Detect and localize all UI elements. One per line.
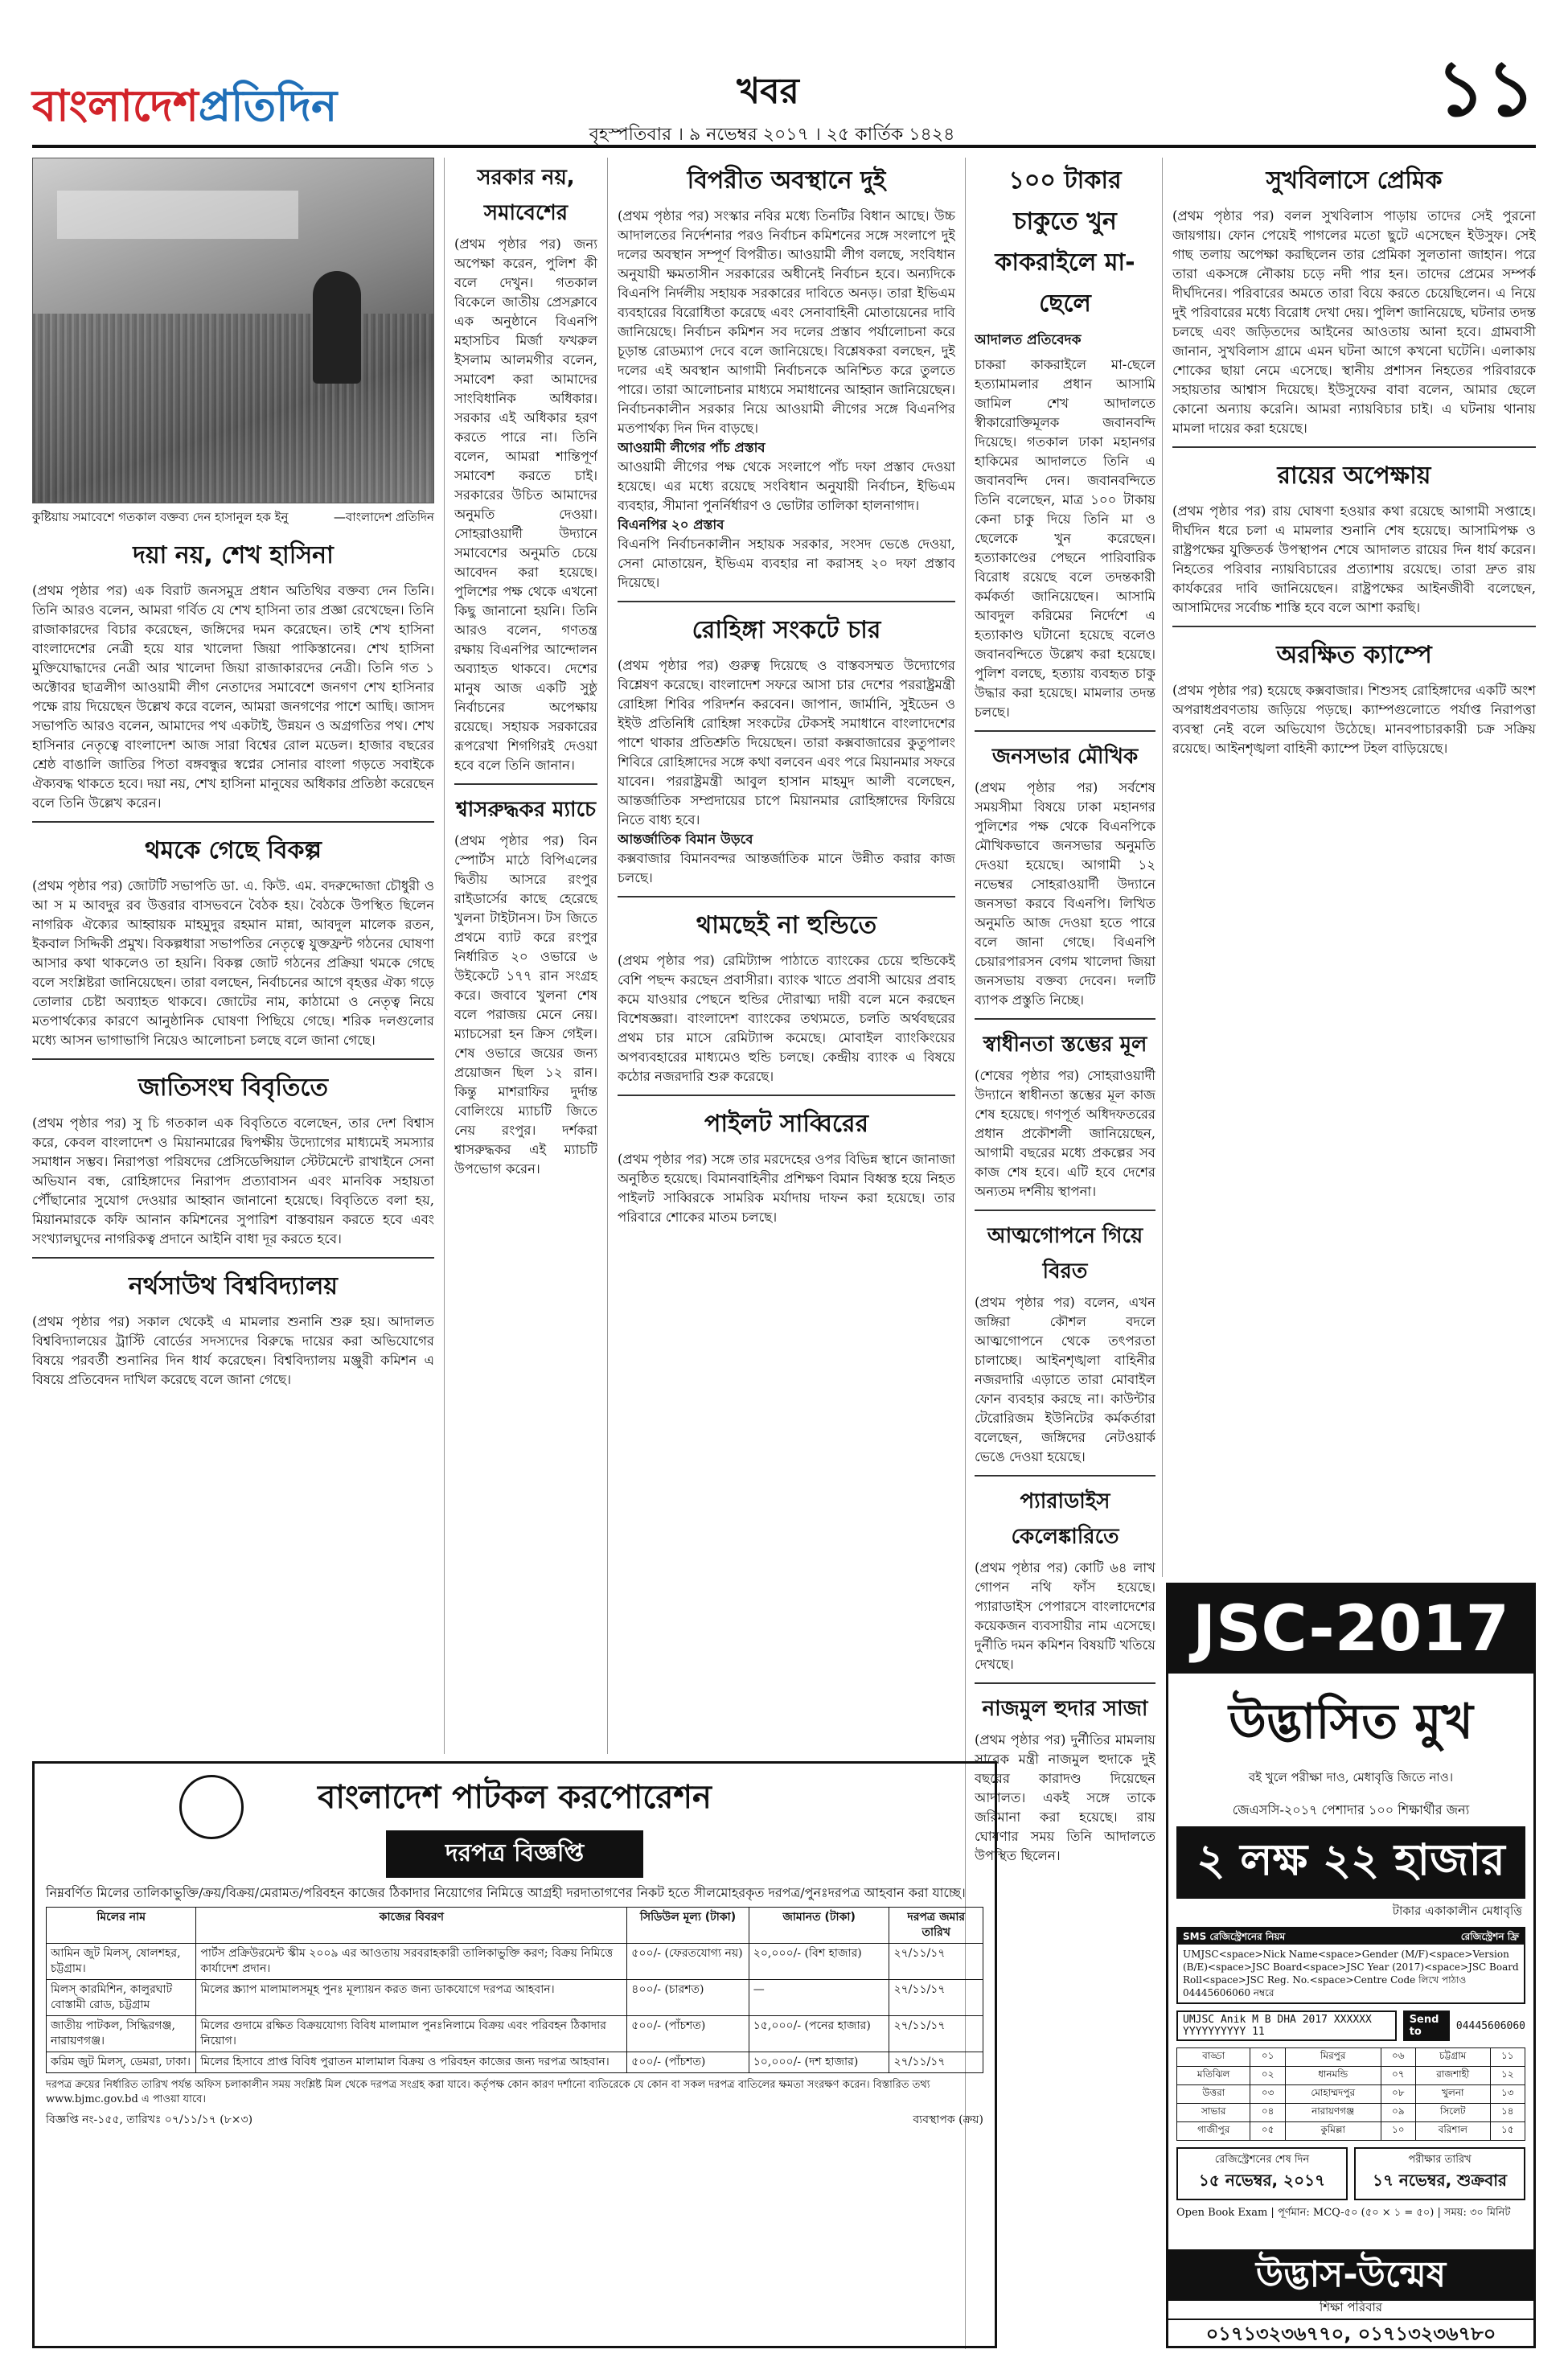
column-header: কাজের বিবরণ [196, 1908, 627, 1944]
story-jonosobha[interactable] [975, 740, 1155, 1010]
send-to-label: Send to [1403, 2011, 1450, 2041]
centre-name: গাজীপুর [1177, 2122, 1250, 2141]
headline: দয়া নয়, শেখ হাসিনা [133, 541, 334, 569]
centre-name: মোহাম্মদপুর [1285, 2085, 1381, 2104]
table-header-row [47, 1908, 983, 1944]
story-divider [618, 896, 955, 897]
date-label: পরীক্ষার তারিখ [1408, 2154, 1472, 2166]
story-body: (প্রথম পৃষ্ঠার পর) সঙ্গে তার মরদেহের ওপর বিভিন্ন স্থানে জানাজা অনুষ্ঠিত হয়েছে। বিমানবাহিনীর প্রশিক্ষণ বিমান বিধ্বস্ত হয়ে নিহত পাইলট সাব্বিরকে সামরিক মর্যাদায় দাফন করা হয়েছে। তার পরিবারে শোকের মাতম চলছে। [618, 1152, 955, 1225]
story-najmul-huda[interactable] [975, 1692, 1155, 1866]
headline: জনসভার মৌখিক [991, 745, 1139, 769]
column-1 [32, 532, 434, 1751]
story-paradise[interactable] [975, 1485, 1155, 1674]
table-cell: পার্টস প্রক্রিউরমেন্ট স্কীম ২০০৯ এর আওতায় সরবরাহকারী তালিকাভুক্তি করণ; বিক্রয় নিমিত্তে কার্যাদেশ প্রদান। [196, 1944, 627, 1980]
headline: স্বাধীনতা স্তম্ভের মূল [983, 1033, 1147, 1057]
table-row [1177, 2048, 1525, 2067]
table-cell: — [749, 1980, 889, 2016]
sms-number[interactable]: 04445606060 [1455, 2019, 1525, 2032]
column-5 [1172, 158, 1536, 1573]
headline: বিপরীত অবস্থানে দুই [687, 166, 886, 195]
table-row [47, 1944, 983, 1980]
sms-title: SMS রেজিস্ট্রেশনের নিয়ম [1183, 1931, 1286, 1942]
centre-name: কুমিল্লা [1285, 2122, 1381, 2141]
story-divider [454, 783, 597, 785]
table-cell: ২৭/১১/১৭ [889, 2016, 983, 2052]
centre-name: মতিঝিল [1177, 2067, 1250, 2085]
headline: সরকার নয়, সমাবেশের [477, 166, 575, 225]
story-subhead: আন্তর্জাতিক বিমান উড়বে [618, 832, 753, 847]
story-body: (প্রথম পৃষ্ঠার পর) সু চি গতকাল এক বিবৃতিতে বলেছেন, তার দেশ বিশ্বাস করে, কেবল বাংলাদেশ ও মিয়ানমারের দ্বিপক্ষীয় উদ্যোগের মাধ্যমেই সমস্যার সমাধান সম্ভব। নিরাপত্তা পরিষদের প্রেসিডেন্সিয়াল স্টেটমেন্টে রাখাইনে সেনা অভিযান বন্ধ, রোহিঙ্গাদের নিরাপদ প্রত্যাবাসন এবং মানবিক সহায়তা পৌঁছানোর সুযোগ দেওয়ার আহ্বান জানানো হয়েছে। বিবৃতিতে বলা হয়, মিয়ানমারকে কফি আনান কমিশনের সুপারিশ বাস্তবায়ন করতে হবে এবং সংখ্যালঘুদের নাগরিকত্ব প্রদানে আইনি বাধা দূর করতে হবে। [32, 1115, 434, 1247]
section-title: খবর [737, 71, 799, 112]
headline: নর্থসাউথ বিশ্ববিদ্যালয় [129, 1272, 338, 1300]
story-jatisongho[interactable] [32, 1068, 434, 1249]
exam-note: Open Book Exam | পূর্ণমান: MCQ-৫০ (৫০ × ১ = ৫০) | সময়: ৩০ মিনিট [1176, 2207, 1511, 2219]
headline: অরক্ষিত ক্যাম্পে [1276, 641, 1432, 669]
centre-code: ১৩ [1490, 2085, 1525, 2104]
page-number: ১১ [1435, 43, 1536, 133]
story-body: (প্রথম পৃষ্ঠার পর) রেমিট্যান্স পাঠাতে ব্যাংকের চেয়ে হুন্ডিকেই বেশি পছন্দ করছেন প্রবাসীরা। ব্যাংক খাতে প্রবাসী আয়ের প্রবাহ কমে যাওয়ার পেছনে হুন্ডির দৌরাত্ম্য দায়ী বলে মনে করছেন বিশেষজ্ঞরা। বাংলাদেশ ব্যাংকের তথ্যমতে, চলতি অর্থবছরের প্রথম চার মাসে রেমিট্যান্স কমেছে। মোবাইল ব্যাংকিংয়ের অপব্যবহারের মাধ্যমেও হুন্ডি চলছে। কেন্দ্রীয় ব্যাংক এ বিষয়ে কঠোর নজরদারি শুরু করেছে। [618, 953, 955, 1084]
column-rule [444, 158, 445, 1754]
centre-code: ০৩ [1250, 2085, 1285, 2104]
story-body: (প্রথম পৃষ্ঠার পর) সকাল থেকেই এ মামলার শুনানি শুরু হয়। আদালত বিশ্ববিদ্যালয়ের ট্রাস্টি বোর্ডের সদস্যদের বিরুদ্ধে দায়ের করা অভিযোগের বিষয়ে পরবর্তী শুনানির দিন ধার্য করেছেন। বিশ্ববিদ্যালয় মঞ্জুরী কমিশন এ বিষয়ে প্রতিবেদন দাখিল করেছে বলে জানা গেছে। [32, 1314, 434, 1387]
table-row [1177, 2085, 1525, 2104]
table-cell: মিলের হিসাবে প্রাপ্ত বিবিধ পুরাতন মালামাল বিক্রয় ও পরিবহন কাজের জন্য দরপত্র আহবান। [196, 2052, 627, 2073]
story-divider [975, 1682, 1155, 1684]
ad-brand: উদ্ভাসিত মুখ [1229, 1694, 1473, 1750]
prize-note: জেএসসি-২০১৭ পেশাদার ১০০ শিক্ষার্থীর জন্য [1232, 1802, 1470, 1817]
story-shadhinota-stambho[interactable] [975, 1028, 1155, 1201]
registration-deadline [1176, 2147, 1348, 2200]
table-row [1177, 2122, 1525, 2141]
story-oroksito-camp[interactable] [1172, 635, 1536, 758]
headline: আত্মগোপনে গিয়ে বিরত [987, 1224, 1143, 1284]
date-line: বৃহস্পতিবার । ৯ নভেম্বর ২০১৭ । ২৫ কার্তিক ১৪২৪ [589, 125, 955, 145]
photo-credit: —বাংলাদেশ প্রতিদিন [333, 510, 434, 524]
centre-name: মিরপুর [1285, 2048, 1381, 2067]
story-divider [618, 1095, 955, 1096]
ad-footer-subtitle: শিক্ষা পরিবার [1319, 2300, 1383, 2314]
table-row [1177, 2067, 1525, 2085]
bjmc-logo-icon [179, 1775, 244, 1839]
headline: প্যারাডাইস কেলেঙ্কারিতে [1011, 1489, 1119, 1549]
headline: থামছেই না হুন্ডিতে [696, 911, 877, 939]
story-rayer-opekkhay[interactable] [1172, 456, 1536, 618]
centre-code: ০৫ [1250, 2122, 1285, 2141]
table-row [47, 2052, 983, 2073]
centre-name: বাড্ডা [1177, 2048, 1250, 2067]
story-body: (প্রথম পৃষ্ঠার পর) দুর্নীতির মামলায় সাবেক মন্ত্রী নাজমুল হুদাকে দুই বছরের কারাদণ্ড দিয়েছেন আদালত। একই সঙ্গে তাকে জরিমানা করা হয়েছে। রায় ঘোষণার সময় তিনি আদালতে উপস্থিত ছিলেন। [975, 1732, 1155, 1863]
story-biporit-obosthane[interactable] [618, 161, 955, 593]
story-body: (প্রথম পৃষ্ঠার পর) সংস্কার নবির মধ্যে তিনটির বিধান আছে। উচ্চ আদালতের নির্দেশনার পরও নির্বাচন কমিশনের সঙ্গে সংলাপে দুই দলের অবস্থান সম্পূর্ণ বিপরীত। আওয়ামী লীগ বলছে, সংবিধান অনুযায়ী ক্ষমতাসীন সরকারের অধীনেই নির্বাচন হবে। অন্যদিকে বিএনপি নির্দলীয় সহায়ক সরকারের দাবিতে অনড়। তারা ইভিএম ব্যবহারের বিরোধিতা করেছে এবং সেনাবাহিনী মোতায়েনের দাবি জানিয়েছে। নির্বাচন কমিশন সব দলের প্রস্তাব পর্যালোচনা করে চূড়ান্ত রোডম্যাপ দেবে বলে জানিয়েছে। বিশ্লেষকরা বলছেন, দুই দলের এই অবস্থান আগামী নির্বাচনকে অনিশ্চিত করে তুলতে পারে। তারা আলোচনার মাধ্যমে সমাধানের আহ্বান জানিয়েছেন। নির্বাচনকালীন সরকার নিয়ে আওয়ামী লীগের সঙ্গে বিএনপির মতপার্থক্য দিন দিন বাড়ছে। [618, 208, 955, 436]
story-rohingya[interactable] [618, 610, 955, 888]
headline: রায়ের অপেক্ষায় [1277, 462, 1431, 490]
table-cell: ২৭/১১/১৭ [889, 2052, 983, 2073]
ad-title: বাংলাদেশ পাটকল করপোরেশন [318, 1779, 712, 1816]
story-shashrudhokor[interactable] [454, 793, 597, 1179]
table-cell: ৫০০/- (পাঁচশত) [627, 2052, 749, 2073]
date-value: ১৫ নভেম্বর, ২০১৭ [1198, 2171, 1326, 2190]
table-cell: ১০,০০০/- (দশ হাজার) [749, 2052, 889, 2073]
headline: জাতিসংঘ বিবৃতিতে [138, 1074, 328, 1102]
table-cell: জাতীয় পাটকল, সিদ্ধিরগঞ্জ, নারায়ণগঞ্জ। [47, 2016, 196, 2052]
centre-code-table [1176, 2047, 1525, 2141]
table-cell: ৫০০/- (ফেরতযোগ্য নয়) [627, 1944, 749, 1980]
table-cell: আমিন জুট মিলস্, ষোলশহর, চট্টগ্রাম। [47, 1944, 196, 1980]
story-body: (প্রথম পৃষ্ঠার পর) কোটি ৬৪ লাখ গোপন নথি ফাঁস হয়েছে। প্যারাডাইস পেপারসে বাংলাদেশের কয়েকজন ব্যবসায়ীর নাম এসেছে। দুর্নীতি দমন কমিশন বিষয়টি খতিয়ে দেখছে। [975, 1560, 1155, 1672]
headline: রোহিঙ্গা সংকটে চার [692, 616, 881, 644]
ad-headline: JSC-2017 [1168, 1585, 1533, 1674]
table-cell: ১৫,০০০/- (পনের হাজার) [749, 2016, 889, 2052]
centre-code: ০২ [1250, 2067, 1285, 2085]
headline: ১০০ টাকার চাকুতে খুন কাকরাইলে মা-ছেলে [995, 166, 1135, 318]
centre-code: ০১ [1250, 2048, 1285, 2067]
story-body: কক্সবাজার বিমানবন্দর আন্তর্জাতিক মানে উন্নীত করার কাজ চলছে। [618, 851, 955, 885]
centre-name: উত্তরা [1177, 2085, 1250, 2104]
ad-notes: দরপত্র ক্রয়ের নির্ধারিত তারিখ পর্যন্ত অফিস চলাকালীন সময় সংশ্লিষ্ট মিল থেকে দরপত্র সংগ্রহ করা যাবে। কর্তৃপক্ষ কোন কারণ দর্শানো ব্যতিরেকে যে কোন বা সকল দরপত্র বাতিলের ক্ষমতা সংরক্ষণ করেন। বিস্তারিত তথ্য www.bjmc.gov.bd এ পাওয়া যাবে। [46, 2079, 930, 2105]
newspaper-logo[interactable]: বাংলাদেশপ্রতিদিন [32, 80, 338, 131]
centre-code: ০৪ [1250, 2104, 1285, 2122]
story-body: (শেষের পৃষ্ঠার পর) সোহরাওয়ার্দী উদ্যানে স্বাধীনতা স্তম্ভের মূল কাজ শেষ হয়েছে। গণপূর্ত অধিদফতরের প্রধান প্রকৌশলী জানিয়েছেন, আগামী বছরের মধ্যে প্রকল্পের সব কাজ শেষ হবে। এটি হবে দেশের অন্যতম দর্শনীয় স্থাপনা। [975, 1068, 1155, 1199]
story-divider [1172, 446, 1536, 448]
photo-caption-text: কুষ্টিয়ায় সমাবেশে গতকাল বক্তব্য দেন হাসানুল হক ইনু [32, 510, 289, 524]
table-cell: মিলের স্ক্র্যাপ মালামালসমূহ পুনঃ মূল্যায়ন করত জন্য ডাকযোগে দরপত্র আহবান। [196, 1980, 627, 2016]
column-header: সিডিউল মূল্য (টাকা) [627, 1908, 749, 1944]
table-cell: ২০,০০০/- (বিশ হাজার) [749, 1944, 889, 1980]
bjmc-tender-ad[interactable] [32, 1761, 997, 2348]
photo-crowd [33, 314, 433, 503]
story-divider [975, 1018, 1155, 1020]
send-to-row [1176, 2011, 1525, 2041]
table-cell: ২৭/১১/১৭ [889, 1980, 983, 2016]
table-cell: ৫০০/- (পাঁচশত) [627, 2016, 749, 2052]
story-subhead: আওয়ামী লীগের পাঁচ প্রস্তাব [618, 440, 766, 455]
centre-code: ১২ [1490, 2067, 1525, 2085]
table-cell: মিলস্ কারমিশিন, কালুরঘাট বোস্তামী রোড, চট্টগ্রাম [47, 1980, 196, 2016]
centre-name: খুলনা [1416, 2085, 1491, 2104]
jsc-2017-ad[interactable] [1166, 1583, 1536, 2348]
table-cell: ৪০০/- (চারশত) [627, 1980, 749, 2016]
story-divider [975, 1210, 1155, 1211]
story-divider [975, 730, 1155, 732]
centre-code: ১১ [1490, 2048, 1525, 2067]
story-body: আওয়ামী লীগের পক্ষ থেকে সংলাপে পাঁচ দফা প্রস্তাব দেওয়া হয়েছে। এর মধ্যে রয়েছে সংবিধান অনুযায়ী নির্বাচন, ইভিএম ব্যবহার, সীমানা পুনর্নির্ধারণ ও ভোটার তালিকা হালনাগাদ। [618, 459, 955, 513]
column-header: জামানত (টাকা) [749, 1908, 889, 1944]
column-4 [975, 158, 1155, 2349]
column-header: মিলের নাম [47, 1908, 196, 1944]
photo-speaker [313, 271, 361, 384]
centre-code: ০৯ [1381, 2104, 1415, 2122]
story-body: (প্রথম পৃষ্ঠার পর) বিন স্পোর্টস মাঠে বিপিএলের দ্বিতীয় আসরে রংপুর রাইডার্সের কাছে হেরেছে খুলনা টাইটানস। টস জিতে প্রথমে ব্যাট করে রংপুর নির্ধারিত ২০ ওভারে ৬ উইকেটে ১৭৭ রান সংগ্রহ করে। জবাবে খুলনা শেষ বলে পরাজয় মেনে নেয়। ম্যাচসেরা হন ক্রিস গেইল। শেষ ওভারে জয়ের জন্য প্রয়োজন ছিল ১২ রান। কিন্তু মাশরাফির দুর্দান্ত বোলিংয়ে ম্যাচটি জিতে নেয় রংপুর। দর্শকরা শ্বাসরুদ্ধকর এই ম্যাচটি উপভোগ করেন। [454, 833, 597, 1177]
story-thomke-geche[interactable] [32, 831, 434, 1050]
story-body: (প্রথম পৃষ্ঠার পর) হয়েছে কক্সবাজার। শিশুসহ রোহিঙ্গাদের একটি অংশ অপরাধপ্রবণতায় জড়িয়ে পড়ছে। ক্যাম্পগুলোতে পর্যাপ্ত নিরাপত্তা ব্যবস্থা নেই বলে অভিযোগ উঠেছে। মানবপাচারকারী চক্র সক্রিয় রয়েছে। আইনশৃঙ্খলা বাহিনী ক্যাম্পে টহল বাড়িয়েছে। [1172, 683, 1536, 756]
masthead-rule [32, 145, 1536, 148]
story-attogopon[interactable] [975, 1219, 1155, 1467]
headline: থমকে গেছে বিকল্প [145, 836, 322, 865]
story-hundi[interactable] [618, 906, 955, 1086]
news-photo[interactable] [32, 158, 434, 503]
centre-name: চট্টগ্রাম [1416, 2048, 1491, 2067]
exam-date [1354, 2147, 1525, 2200]
story-body: (প্রথম পৃষ্ঠার পর) গুরুত্ব দিয়েছে ও বাস্তবসম্মত উদ্যোগের বিশ্লেষণ করেছে। বাংলাদেশ সফরে আসা চার দেশের পররাষ্ট্রমন্ত্রী রোহিঙ্গা শিবির পরিদর্শন করবেন। জাপান, জার্মানি, সুইডেন ও ইইউ প্রতিনিধি রোহিঙ্গা সংকটের টেকসই সমাধানে বাংলাদেশের পাশে থাকার প্রতিশ্রুতি দিয়েছেন। তারা কক্সবাজারের কুতুপালং শিবিরে রোহিঙ্গাদের সঙ্গে কথা বলবেন এবং পরে মিয়ানমার সফরে যাবেন। পররাষ্ট্রমন্ত্রী আবুল হাসান মাহমুদ আলী বলেছেন, আন্তর্জাতিক সম্প্রদায়ের চাপে মিয়ানমার রোহিঙ্গাদের ফিরিয়ে নিতে বাধ্য হবে। [618, 658, 955, 828]
ad-phone-numbers[interactable]: ০১৭১৩২৩৬৭৭০, ০১৭১৩২৩৬৭৮০ [1168, 2319, 1533, 2346]
date-value: ১৭ নভেম্বর, শুক্রবার [1372, 2171, 1508, 2190]
story-kakrail-murder[interactable] [975, 161, 1155, 722]
masthead [32, 43, 1536, 145]
centre-code: ০৬ [1381, 2048, 1415, 2067]
story-body: (প্রথম পৃষ্ঠার পর) বলেন, এখন জঙ্গিরা কৌশল বদলে আত্মগোপনে থেকে তৎপরতা চালাচ্ছে। আইনশৃঙ্খলা বাহিনীর নজরদারি এড়াতে তারা মোবাইল ফোন ব্যবহার করছে না। কাউন্টার টেরোরিজম ইউনিটের কর্মকর্তারা বলেছেন, জঙ্গিদের নেটওয়ার্ক ভেঙে দেওয়া হয়েছে। [975, 1295, 1155, 1464]
story-sorkar-noy[interactable] [454, 161, 597, 775]
photo-caption [32, 508, 434, 528]
key-dates [1176, 2147, 1525, 2200]
centre-name: সিলেট [1416, 2104, 1491, 2122]
story-sukhbilas[interactable] [1172, 161, 1536, 438]
column-header: দরপত্র জমার তারিখ [889, 1908, 983, 1944]
date-label: রেজিস্ট্রেশনের শেষ দিন [1214, 2154, 1310, 2166]
byline: আদালত প্রতিবেদক [975, 332, 1082, 348]
story-divider [32, 1257, 434, 1259]
headline: পাইলট সাব্বিরের [704, 1110, 868, 1138]
story-body: (প্রথম পৃষ্ঠার পর) এক বিরাট জনসমুদ্র প্রধান অতিথির বক্তব্য দেন তিনি। তিনি আরও বলেন, আমরা গর্বিত যে শেখ হাসিনা তার প্রজ্ঞা রেখেছেন। তিনি রাজাকারদের বিচার করেছেন, জঙ্গিদের দমন করেছেন। তাই শেখ হাসিনা বাংলাদেশের নেত্রী হয়ে যার খালেদা জিয়া পাকিস্তানের। শেখ হাসিনা মুক্তিযোদ্ধাদের নেত্রী আর খালেদা জিয়া রাজাকারদের নেত্রী। তিনি গত ১ অক্টোবর ছাত্রলীগ আওয়ামী লীগ নেতাদের সমাবেশে জনগণ শেখ হাসিনার পক্ষে রায় দিয়েছেন উল্লেখ করে বলেন, আমরা জনগণের পাশে আছি। জাসদ সভাপতি আরও বলেন, আমাদের পথ একটাই, উন্নয়ন ও অগ্রগতির পথ। শেখ হাসিনার নেতৃত্বে বাংলাদেশ আজ সারা বিশ্বের রোল মডেল। হাজার বছরের শ্রেষ্ঠ বাঙালি জাতির পিতা বঙ্গবন্ধুর স্বপ্নের সোনার বাংলা গড়তে সবাইকে ঐক্যবদ্ধ থাকতে হবে। দয়া নয়, শেখ হাসিনা মানুষের অধিকার প্রতিষ্ঠা করেছেন বলে তিনি উল্লেখ করেন। [32, 583, 434, 811]
story-divider [975, 1475, 1155, 1477]
story-body: (প্রথম পৃষ্ঠার পর) সর্বশেষ সময়সীমা বিষয়ে ঢাকা মহানগর পুলিশের পক্ষ থেকে বিএনপিকে মৌখিকভাবে জনসভার অনুমতি দেওয়া হয়েছে। আগামী ১২ নভেম্বর সোহরাওয়ার্দী উদ্যানে জনসভা করবে বিএনপি। লিখিত অনুমতি আজ দেওয়া হতে পারে বলে জানা গেছে। বিএনপি চেয়ারপারসন বেগম খালেদা জিয়া জনসভায় বক্তব্য দেবেন। দলটি ব্যাপক প্রস্তুতি নিচ্ছে। [975, 780, 1155, 1008]
photo-banner [57, 191, 298, 239]
story-body: (প্রথম পৃষ্ঠার পর) জন্য অপেক্ষা করেন, পুলিশ কী বলে দেখুন। গতকাল বিকেলে জাতীয় প্রেসক্লাবে এক অনুষ্ঠানে বিএনপি মহাসচিব মির্জা ফখরুল ইসলাম আলমগীর বলেন, সমাবেশ করা আমাদের সাংবিধানিক অধিকার। সরকার এই অধিকার হরণ করতে পারে না। তিনি বলেন, আমরা শান্তিপূর্ণ সমাবেশ করতে চাই। সরকারের উচিত আমাদের অনুমতি দেওয়া। সোহরাওয়ার্দী উদ্যানে সমাবেশের অনুমতি চেয়ে আবেদন করা হয়েছে। পুলিশের পক্ষ থেকে এখনো কিছু জানানো হয়নি। তিনি আরও বলেন, গণতন্ত্র রক্ষায় বিএনপির আন্দোলন অব্যাহত থাকবে। দেশের মানুষ আজ একটি সুষ্ঠু নির্বাচনের অপেক্ষায় রয়েছে। সহায়ক সরকারের রূপরেখা শিগগিরই দেওয়া হবে বলে তিনি জানান। [454, 236, 597, 773]
story-body: (প্রথম পৃষ্ঠার পর) রায় ঘোষণা হওয়ার কথা রয়েছে আগামী সপ্তাহে। দীর্ঘদিন ধরে চলা এ মামলার শুনানি শেষ হয়েছে। আসামিপক্ষ ও রাষ্ট্রপক্ষের যুক্তিতর্ক উপস্থাপন শেষে আদালত রায়ের দিন ধার্য করেন। নিহতের পরিবার ন্যায়বিচারের প্রত্যাশায় রয়েছে। তারা দ্রুত রায় কার্যকরের দাবি জানিয়েছেন। রাষ্ট্রপক্ষের আইনজীবী বলেছেন, আসামিদের সর্বোচ্চ শাস্তি হবে বলে আশা করছি। [1172, 503, 1536, 615]
story-divider [618, 601, 955, 602]
tender-table [46, 1907, 983, 2073]
ad-footer [46, 2110, 983, 2130]
story-divider [1172, 626, 1536, 627]
centre-code: ১৪ [1490, 2104, 1525, 2122]
story-north-south[interactable] [32, 1267, 434, 1390]
headline: সুখবিলাসে প্রেমিক [1266, 166, 1443, 195]
ad-footer-brand: উদ্ভাস-উন্মেষ [1168, 2249, 1533, 2301]
sms-header [1178, 1928, 1524, 1945]
headline: শ্বাসরুদ্ধকর ম্যাচে [455, 798, 597, 822]
ad-reference: বিজ্ঞপ্তি নং-১৫৫, তারিখঃ ০৭/১১/১৭ (৮×৩) [46, 2113, 253, 2126]
ad-subtitle: দরপত্র বিজ্ঞপ্তি [386, 1830, 643, 1878]
centre-name: ধানমন্ডি [1285, 2067, 1381, 2085]
table-cell: করিম জুট মিলস্, ডেমরা, ঢাকা। [47, 2052, 196, 2073]
centre-code: ০৮ [1381, 2085, 1415, 2104]
centre-name: নারায়ণগঞ্জ [1285, 2104, 1381, 2122]
centre-code: ০৭ [1381, 2067, 1415, 2085]
column-rule [607, 158, 608, 1754]
table-row [47, 2016, 983, 2052]
story-divider [32, 821, 434, 823]
story-body: (প্রথম পৃষ্ঠার পর) বলল সুখবিলাস পাড়ায় তাদের সেই পুরনো জায়গায়। ফোন পেয়েই পাগলের মতো ছুটে এসেছেন ইউসুফ। সেই গাছ তলায় অপেক্ষা করছিলেন তার প্রেমিকা সুলতানা জাহান। পরে তারা একসঙ্গে নৌকায় চড়ে নদী পার হন। তাদের প্রেমের সম্পর্ক দীর্ঘদিনের। পরিবারের অমতে তারা বিয়ে করতে চেয়েছিলেন। এ নিয়ে দুই পরিবারের মধ্যে বিরোধ দেখা দেয়। পুলিশ জানিয়েছে, ঘটনার তদন্ত চলছে এবং জড়িতদের আইনের আওতায় আনা হবে। গ্রামবাসী জানান, সুখবিলাস গ্রামে এমন ঘটনা আগে কখনো ঘটেনি। এলাকায় শোকের ছায়া নেমে এসেছে। স্থানীয় প্রশাসন নিহতের পরিবারকে সহায়তার আশ্বাস দিয়েছে। ইউসুফের বাবা বলেন, আমার ছেলে কোনো অন্যায় করেনি। আমরা ন্যায়বিচার চাই। এ ঘটনায় থানায় মামলা দায়ের করা হয়েছে। [1172, 208, 1536, 436]
story-body: বিএনপি নির্বাচনকালীন সহায়ক সরকার, সংসদ ভেঙে দেওয়া, সেনা মোতায়েন, ইভিএম ব্যবহার না করাসহ ২০ দফা প্রস্তাব দিয়েছে। [618, 536, 955, 590]
story-doya-noy[interactable] [32, 536, 434, 813]
centre-code: ১০ [1381, 2122, 1415, 2141]
story-body: (প্রথম পৃষ্ঠার পর) জোটটি সভাপতি ডা. এ. কিউ. এম. বদরুদ্দোজা চৌধুরী ও আ স ম আবদুর রব উত্তরার বাসভবনে বৈঠক হয়। বৈঠকে উপস্থিত ছিলেন নাগরিক ঐক্যের আহ্বায়ক মাহমুদুর রহমান মান্না, আবদুল মালেক রতন, ইকবাল সিদ্দিকী প্রমুখ। বিকল্পধারা সভাপতির নেতৃত্বে যুক্তফ্রন্ট গঠনের ঘোষণা আসার কথা থাকলেও তা হয়নি। বিকল্প জোট গঠনের প্রক্রিয়া থমকে গেছে বলে সংশ্লিষ্টরা জানিয়েছেন। তারা বলছেন, নির্বাচনের আগে বৃহত্তর ঐক্য গড়ে তোলার চেষ্টা অব্যাহত থাকবে। জোটের নাম, কাঠামো ও নেতৃত্ব নিয়ে মতপার্থক্যের কারণে আনুষ্ঠানিক ঘোষণা পিছিয়ে গেছে। শরিক দলগুলোর মধ্যে আসন ভাগাভাগি নিয়েও আলোচনা চলছে বলে জানা গেছে। [32, 878, 434, 1048]
ad-intro: নিম্নবর্ণিত মিলের তালিকাভুক্তি/ক্রয়/বিক্রয়/মেরামত/পরিবহন কাজের ঠিকাদার নিয়োগের নিমিত্তে আগ্রহী দরদাতাগণের নিকট হতে সীলমোহরকৃত দরপত্র/পুনঃদরপত্র আহবান করা যাচ্ছে। [46, 1885, 966, 1900]
table-row [47, 1980, 983, 2016]
ad-signer: ব্যবস্থাপক (ক্রয়) [913, 2113, 983, 2126]
table-cell: ২৭/১১/১৭ [889, 1944, 983, 1980]
centre-name: বরিশাল [1416, 2122, 1491, 2141]
table-cell: মিলের গুদামে রক্ষিত বিক্রয়যোগ্য বিবিধ মালামাল পুনঃনিলামে বিক্রয় এবং পরিবহন ঠিকাদার নিয়োগ। [196, 2016, 627, 2052]
prize-amount: ২ লক্ষ ২২ হাজার [1176, 1826, 1525, 1899]
headline: নাজমুল হুদার সাজা [982, 1697, 1148, 1721]
story-subhead: বিএনপির ২০ প্রস্তাব [618, 517, 724, 532]
sms-instructions [1176, 1927, 1525, 2004]
centre-name: রাজশাহী [1416, 2067, 1491, 2085]
column-rule [1162, 158, 1163, 1577]
table-row [1177, 2104, 1525, 2122]
story-body: চাকরা কাকরাইলে মা-ছেলে হত্যামামলার প্রধান আসামি জামিল শেখ আদালতে স্বীকারোক্তিমূলক জবানবন্দি দিয়েছে। গতকাল ঢাকা মহানগর হাকিমের আদালতে তিনি এ জবানবন্দি দেন। জবানবন্দিতে তিনি বলেছেন, মাত্র ১০০ টাকায় কেনা চাকু দিয়ে তিনি মা ও ছেলেকে খুন করেছেন। হত্যাকাণ্ডের পেছনে পারিবারিক বিরোধ রয়েছে বলে তদন্তকারী কর্মকর্তা জানিয়েছেন। আসামি আবদুল করিমের নির্দেশে এ হত্যাকাণ্ড ঘটানো হয়েছে বলেও জবানবন্দিতে উল্লেখ করা হয়েছে। পুলিশ বলছে, হত্যায় ব্যবহৃত চাকু উদ্ধার করা হয়েছে। মামলার তদন্ত চলছে। [975, 357, 1155, 720]
sms-body: UMJSC<space>Nick Name<space>Gender (M/F)<space>Version (B/E)<space>JSC Board<space>JSC Year (2017)<space>JSC Board Roll<space>JSC Reg. No.<space>Centre Code লিখে পাঠাও 04445606060 নম্বরে [1183, 1949, 1519, 1998]
centre-name: সাভার [1177, 2104, 1250, 2122]
sample-sms: UMJSC Anik M B DHA 2017 XXXXXX YYYYYYYYYY 11 [1176, 2011, 1397, 2041]
sms-fee: রেজিস্ট্রেশন ফ্রি [1460, 1931, 1519, 1942]
column-2 [454, 158, 597, 1750]
story-pilot-sabbir[interactable] [618, 1104, 955, 1227]
prize-subtitle: টাকার একাকালীন মেধাবৃত্তি [1392, 1904, 1522, 1918]
ad-tagline: বই খুলে পরীক্ষা দাও, মেধাবৃত্তি জিতে নাও। [1248, 1770, 1454, 1785]
story-divider [32, 1058, 434, 1060]
centre-code: ১৫ [1490, 2122, 1525, 2141]
